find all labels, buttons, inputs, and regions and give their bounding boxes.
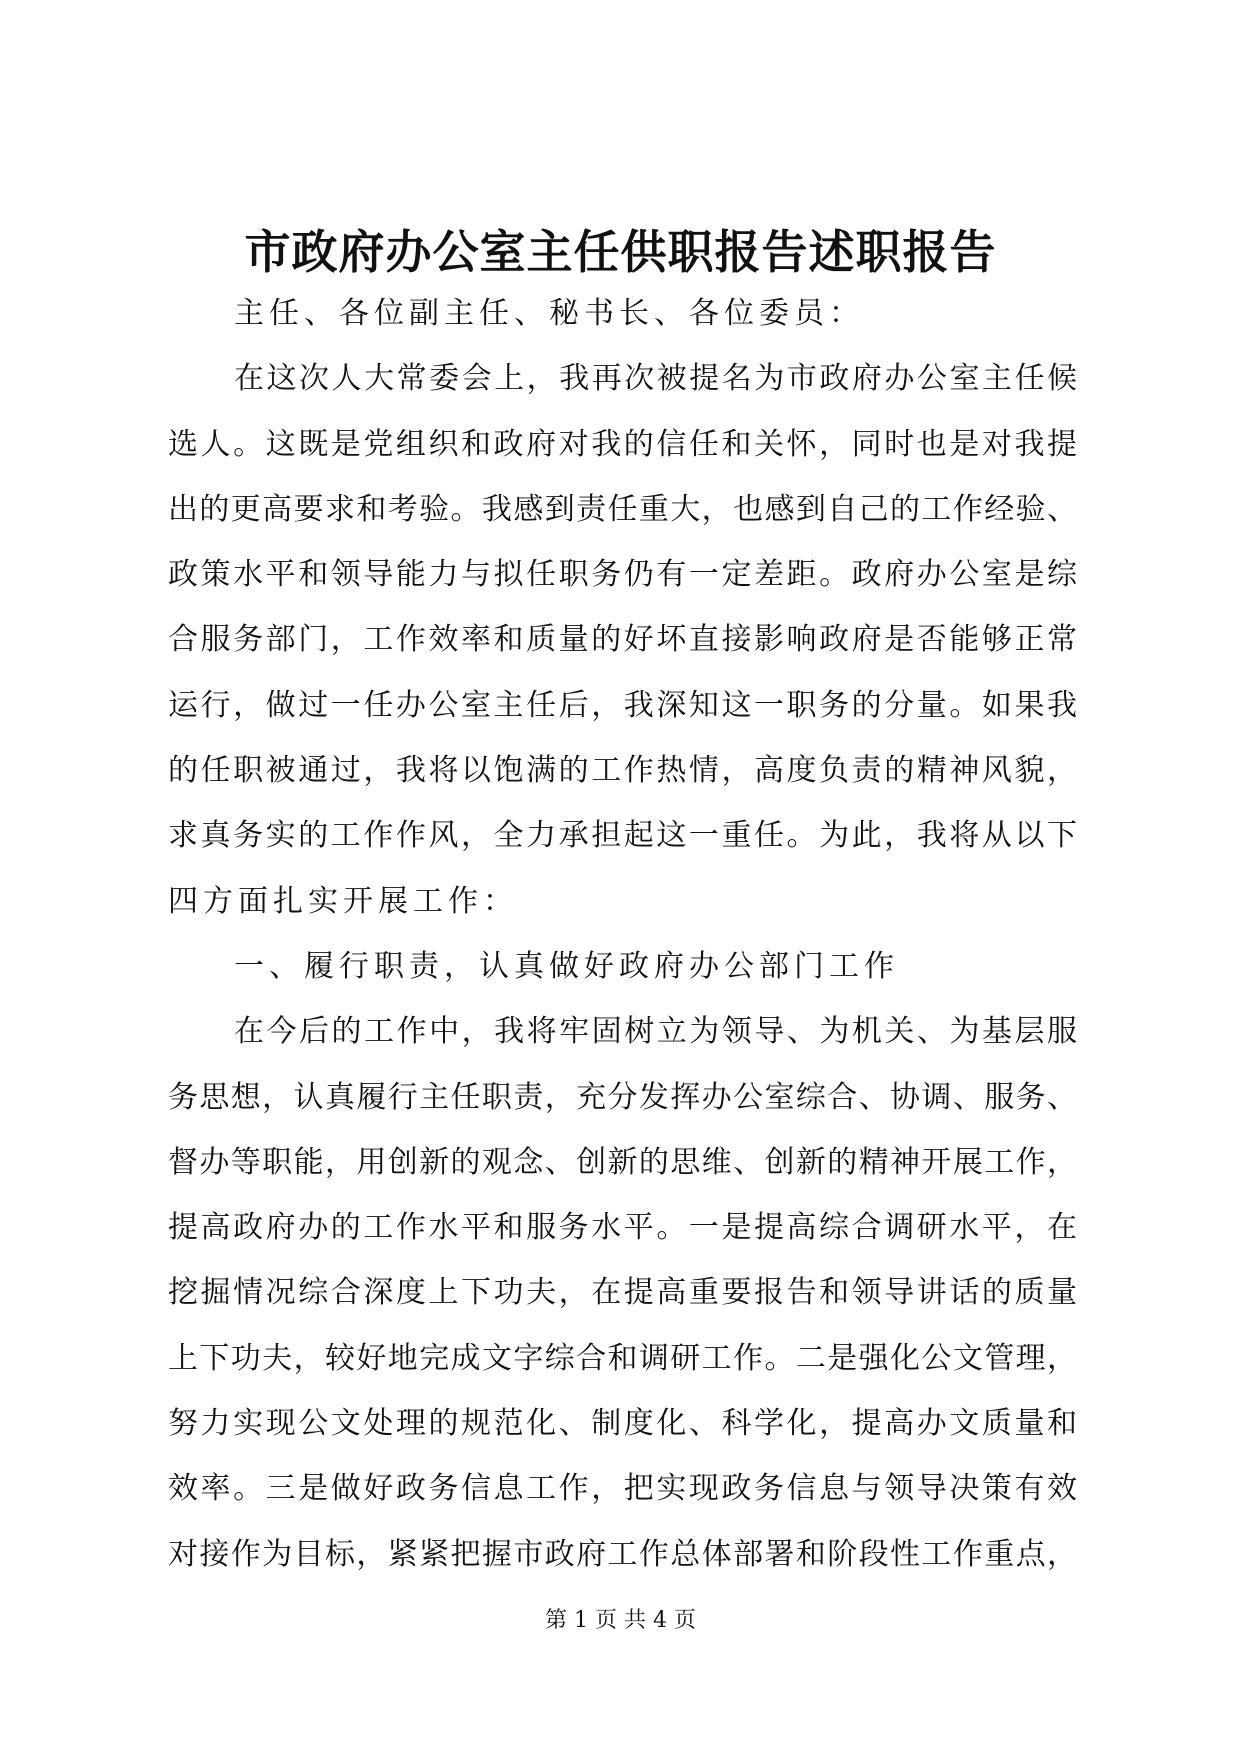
section-heading: 一、履行职责，认真做好政府办公部门工作 xyxy=(234,948,899,984)
paragraph-line: 的任职被通过，我将以饱满的工作热情，高度负责的精神风貌， xyxy=(168,753,1078,789)
paragraph-line: 政策水平和领导能力与拟任职务仍有一定差距。政府办公室是综 xyxy=(168,557,1078,593)
paragraph-line: 运行，做过一任办公室主任后，我深知这一职务的分量。如果我 xyxy=(168,687,1078,723)
paragraph-line: 求真务实的工作作风，全力承担起这一重任。为此，我将从以下 xyxy=(168,818,1078,854)
paragraph-line: 合服务部门，工作效率和质量的好坏直接影响政府是否能够正常 xyxy=(168,622,1078,658)
paragraph-line: 对接作为目标，紧紧把握市政府工作总体部署和阶段性工作重点， xyxy=(168,1536,1078,1572)
paragraph-line: 上下功夫，较好地完成文字综合和调研工作。二是强化公文管理， xyxy=(168,1340,1078,1376)
paragraph-line: 四方面扎实开展工作： xyxy=(168,883,518,919)
salutation-line: 主任、各位副主任、秘书长、各位委员： xyxy=(234,296,864,331)
paragraph-line: 努力实现公文处理的规范化、制度化、科学化，提高办文质量和 xyxy=(168,1406,1078,1442)
paragraph-line: 在今后的工作中，我将牢固树立为领导、为机关、为基层服 xyxy=(234,1014,1078,1050)
paragraph-line: 选人。这既是党组织和政府对我的信任和关怀，同时也是对我提 xyxy=(168,426,1078,462)
paragraph-line: 督办等职能，用创新的观念、创新的思维、创新的精神开展工作， xyxy=(168,1144,1078,1180)
paragraph-line: 务思想，认真履行主任职责，充分发挥办公室综合、协调、服务、 xyxy=(168,1079,1078,1115)
paragraph-line: 挖掘情况综合深度上下功夫，在提高重要报告和领导讲话的质量 xyxy=(168,1275,1078,1311)
document-title: 市政府办公室主任供职报告述职报告 xyxy=(244,225,997,279)
paragraph-line: 出的更高要求和考验。我感到责任重大，也感到自己的工作经验、 xyxy=(168,491,1078,527)
page-footer: 第 1 页 共 4 页 xyxy=(545,1608,696,1633)
paragraph-line: 效率。三是做好政务信息工作，把实现政务信息与领导决策有效 xyxy=(168,1471,1078,1507)
document-body xyxy=(168,294,1078,1600)
paragraph-line: 提高政府办的工作水平和服务水平。一是提高综合调研水平，在 xyxy=(168,1210,1078,1246)
paragraph-line: 在这次人大常委会上，我再次被提名为市政府办公室主任候 xyxy=(234,361,1078,397)
